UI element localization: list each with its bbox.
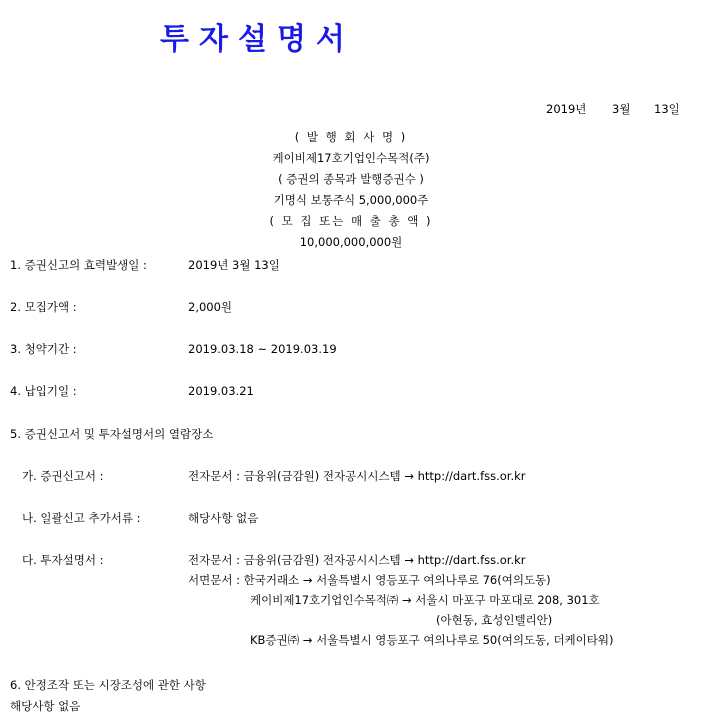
prospectus-line: (아현동, 효성인텔리안): [436, 613, 553, 627]
securities-label: ( 증권의 종목과 발행증권수 ): [278, 172, 424, 186]
issuer-label: ( 발 행 회 사 명 ): [294, 130, 408, 144]
prospectus-line: 케이비제17호기업인수목적㈜ → 서울시 마포구 마포대로 208, 301호: [250, 593, 600, 607]
item-label: 4. 납입기일 :: [10, 384, 77, 398]
item-value: 2019.03.21: [188, 384, 254, 398]
date-day: 13일: [654, 102, 680, 116]
item-value: 2019.03.18 ~ 2019.03.19: [188, 342, 337, 356]
sub-item-value: 해당사항 없음: [188, 511, 259, 525]
item-label: 1. 증권신고의 효력발생일 :: [10, 258, 147, 272]
securities-value: 기명식 보통주식 5,000,000주: [273, 193, 429, 207]
sub-item-label: 가. 증권신고서 :: [22, 469, 104, 483]
item-inspection-places: 5. 증권신고서 및 투자설명서의 열람장소: [10, 427, 214, 441]
item-value: 2019년 3월 13일: [188, 258, 280, 272]
date-year: 2019년: [546, 102, 587, 116]
document-title: 투자설명서: [160, 22, 355, 57]
amount-value: 10,000,000,000원: [299, 235, 403, 249]
sub-item-label: 나. 일괄신고 추가서류 :: [22, 511, 141, 525]
item-value: 해당사항 없음: [10, 699, 81, 713]
prospectus-line: KB증권㈜ → 서울특별시 영등포구 여의나루로 50(여의도동, 더케이타워): [250, 633, 614, 647]
prospectus-line: 서면문서 : 한국거래소 → 서울특별시 영등포구 여의나루로 76(여의도동): [188, 573, 551, 587]
item-value: 2,000원: [188, 300, 233, 314]
amount-label: ( 모 집 또는 매 출 총 액 ): [269, 214, 433, 228]
item-label: 3. 청약기간 :: [10, 342, 77, 356]
sub-item-value: 전자문서 : 금융위(금감원) 전자공시시스템 → http://dart.fss.or.kr: [188, 469, 526, 483]
item-label: 6. 안정조작 또는 시장조성에 관한 사항: [10, 678, 206, 692]
issuer-name: 케이비제17호기업인수목적(주): [272, 151, 430, 165]
item-label: 2. 모집가액 :: [10, 300, 77, 314]
prospectus-line: 전자문서 : 금융위(금감원) 전자공시시스템 → http://dart.fss.or.kr: [188, 553, 526, 567]
sub-item-label: 다. 투자설명서 :: [22, 553, 104, 567]
date-month: 3월: [612, 102, 631, 116]
